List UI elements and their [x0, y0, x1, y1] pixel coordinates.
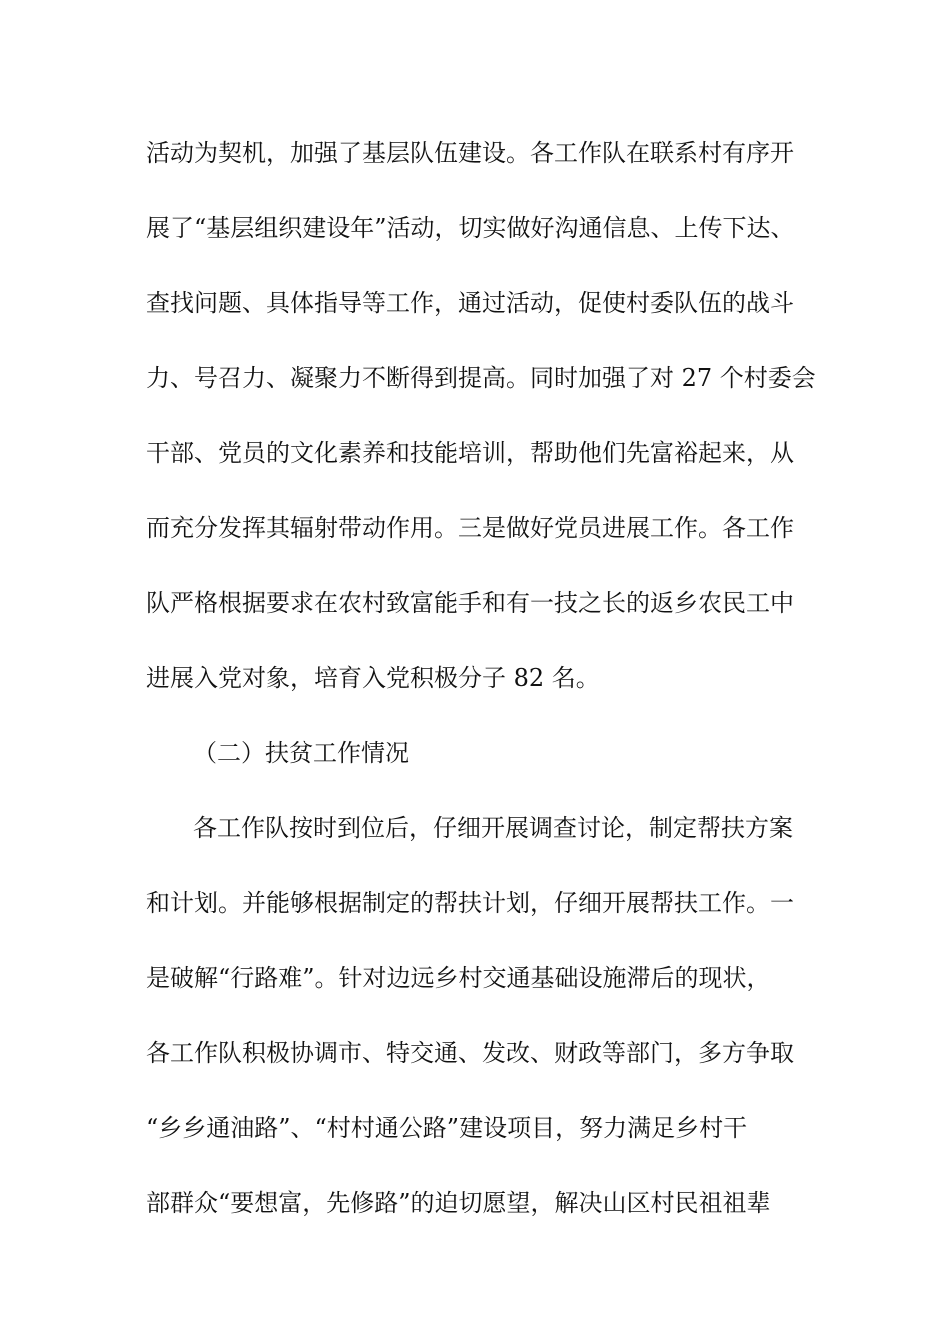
- text-line: 而充分发挥其辐射带动作用。三是做好党员进展工作。各工作: [146, 514, 794, 542]
- text-line: 干部、党员的文化素养和技能培训，帮助他们先富裕起来，从: [146, 439, 794, 467]
- text-line: 查找问题、具体指导等工作，通过活动，促使村委队伍的战斗: [146, 289, 794, 317]
- text-line: “乡乡通油路”、“村村通公路”建设项目，努力满足乡村干: [146, 1114, 748, 1142]
- text-line: 进展入党对象，培育入党积极分子 82 名。: [146, 664, 600, 692]
- text-line: 力、号召力、凝聚力不断得到提高。同时加强了对 27 个村委会: [146, 364, 816, 392]
- text-line: 各工作队积极协调市、特交通、发改、财政等部门，多方争取: [146, 1039, 794, 1067]
- text-line: 队严格根据要求在农村致富能手和有一技之长的返乡农民工中: [146, 589, 794, 617]
- paragraph-first-line: 各工作队按时到位后，仔细开展调查讨论，制定帮扶方案: [193, 814, 793, 842]
- text-line: 活动为契机，加强了基层队伍建设。各工作队在联系村有序开: [146, 139, 794, 167]
- text-line: 是破解“行路难”。针对边远乡村交通基础设施滞后的现状，: [146, 964, 771, 992]
- text-line: 展了“基层组织建设年”活动，切实做好沟通信息、上传下达、: [146, 214, 795, 242]
- section-heading: （二）扶贫工作情况: [193, 739, 409, 767]
- text-line: 部群众“要想富，先修路”的迫切愿望，解决山区村民祖祖辈: [146, 1189, 771, 1217]
- text-line: 和计划。并能够根据制定的帮扶计划，仔细开展帮扶工作。一: [146, 889, 794, 917]
